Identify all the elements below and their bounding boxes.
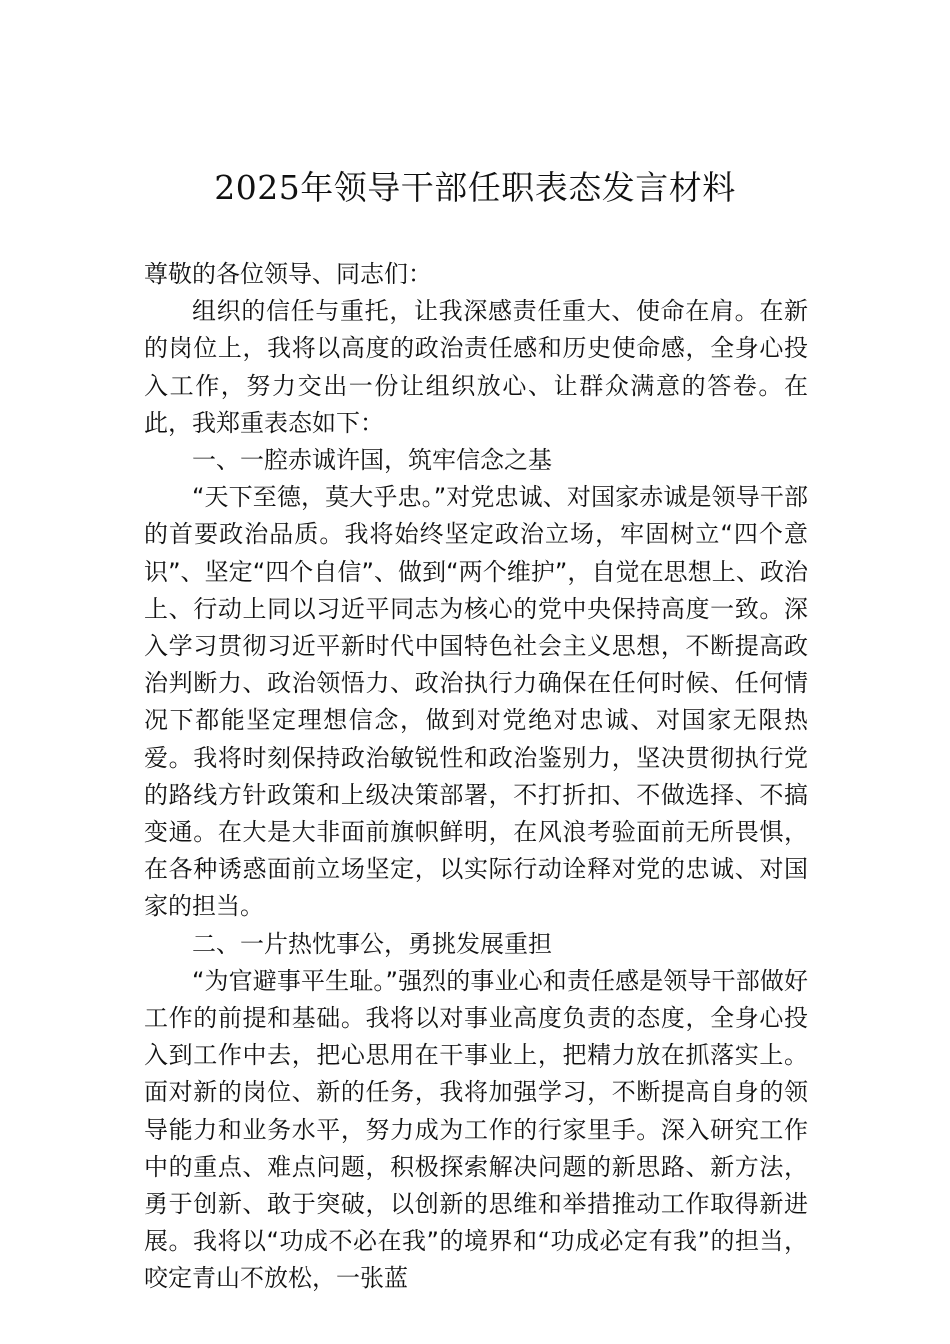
document-body: [144, 256, 808, 1298]
paragraph-intro: 组织的信任与重托，让我深感责任重大、使命在肩。在新的岗位上，我将以高度的政治责任感和历史使命感，全身心投入工作，努力交出一份让组织放心、让群众满意的答卷。在此，我郑重表态如下：: [144, 297, 808, 437]
salutation: 尊敬的各位领导、同志们：: [144, 260, 432, 288]
document-title: 2025年领导干部任职表态发言材料: [214, 168, 736, 207]
paragraph-section-1: “天下至德，莫大乎忠。”对党忠诚、对国家赤诚是领导干部的首要政治品质。我将始终坚定政治立场，牢固树立“四个意识”、坚定“四个自信”、做到“两个维护”，自觉在思想上、政治上、行动上同以习近平同志为核心的党中央保持高度一致。深入学习贯彻习近平新时代中国特色社会主义思想，不断提高政治判断力、政治领悟力、政治执行力确保在任何时候、任何情况下都能坚定理想信念，做到对党绝对忠诚、对国家无限热爱。我将时刻保持政治敏锐性和政治鉴别力，坚决贯彻执行党的路线方针政策和上级决策部署，不打折扣、不做选择、不搞变通。在大是大非面前旗帜鲜明，在风浪考验面前无所畏惧，在各种诱惑面前立场坚定，以实际行动诠释对党的忠诚、对国家的担当。: [144, 483, 808, 921]
section-heading-2: 二、一片热忱事公，勇挑发展重担: [192, 929, 552, 958]
section-heading-1: 一、一腔赤诚许国，筑牢信念之基: [192, 446, 552, 475]
paragraph-section-2: “为官避事平生耻。”强烈的事业心和责任感是领导干部做好工作的前提和基础。我将以对事业高度负责的态度，全身心投入到工作中去，把心思用在干事业上，把精力放在抓落实上。面对新的岗位、新的任务，我将加强学习，不断提高自身的领导能力和业务水平，努力成为工作的行家里手。深入研究工作中的重点、难点问题，积极探索解决问题的新思路、新方法，勇于创新、敢于突破，以创新的思维和举措推动工作取得新进展。我将以“功成不必在我”的境界和“功成必定有我”的担当，咬定青山不放松，一张蓝: [144, 966, 808, 1293]
